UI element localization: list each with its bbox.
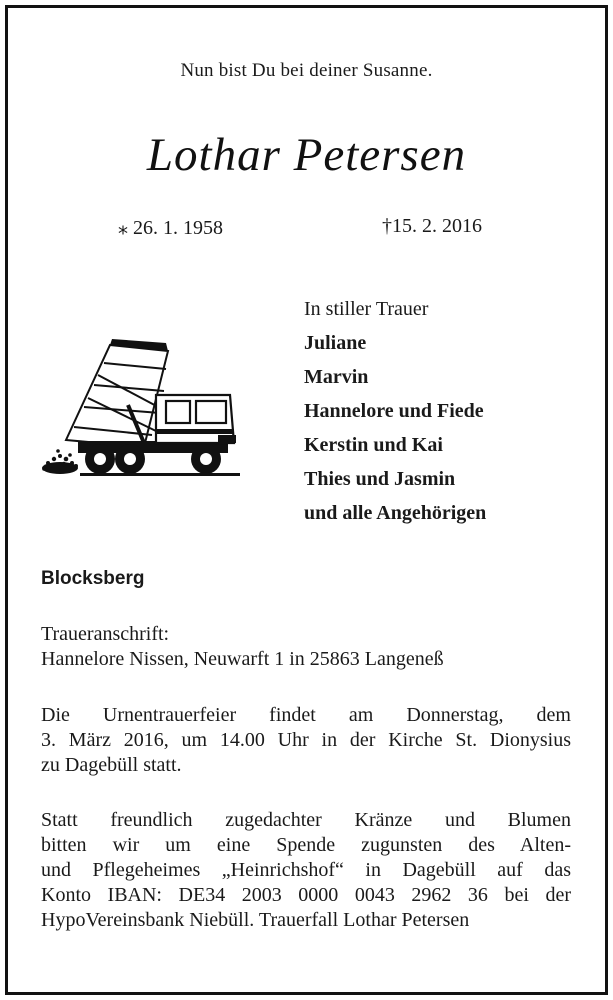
mourner: Juliane xyxy=(304,332,367,354)
donation-line: bitten wir um eine Spende zugunsten des Alten- xyxy=(41,834,571,856)
mourning-intro: In stiller Trauer xyxy=(304,298,429,320)
address-label: Traueranschrift: xyxy=(41,623,170,645)
ceremony-paragraph xyxy=(41,703,571,778)
dump-truck-icon xyxy=(40,335,240,480)
donation-paragraph xyxy=(41,808,571,933)
donation-line: HypoVereinsbank Niebüll. Trauerfall Lothar Petersen xyxy=(41,909,470,931)
mourner: Marvin xyxy=(304,366,369,388)
deceased-name: Lothar Petersen xyxy=(146,129,467,181)
mourners-list xyxy=(304,292,486,530)
ceremony-line: Die Urnentrauerfeier findet am Donnerstag, dem xyxy=(41,704,571,726)
death-date: †15. 2. 2016 xyxy=(382,215,482,237)
donation-line: und Pflegeheimes „Heinrichshof“ in Dagebüll auf das xyxy=(41,859,571,881)
ceremony-line: 3. März 2016, um 14.00 Uhr in der Kirche St. Dionysius xyxy=(41,729,571,751)
address-block xyxy=(41,622,571,672)
mourner: Kerstin und Kai xyxy=(304,434,443,456)
mourner: Thies und Jasmin xyxy=(304,468,456,490)
place-name: Blocksberg xyxy=(41,568,145,589)
address-text: Hannelore Nissen, Neuwarft 1 in 25863 Langeneß xyxy=(41,648,444,670)
donation-line: Statt freundlich zugedachter Kränze und Blumen xyxy=(41,809,571,831)
motto: Nun bist Du bei deiner Susanne. xyxy=(180,60,433,81)
donation-line: Konto IBAN: DE34 2003 0000 0043 2962 36 bei der xyxy=(41,884,571,906)
mourner: und alle Angehörigen xyxy=(304,502,487,524)
birth-date: ⁎ 26. 1. 1958 xyxy=(118,217,223,239)
mourner: Hannelore und Fiede xyxy=(304,400,484,422)
ceremony-line: zu Dagebüll statt. xyxy=(41,754,182,776)
